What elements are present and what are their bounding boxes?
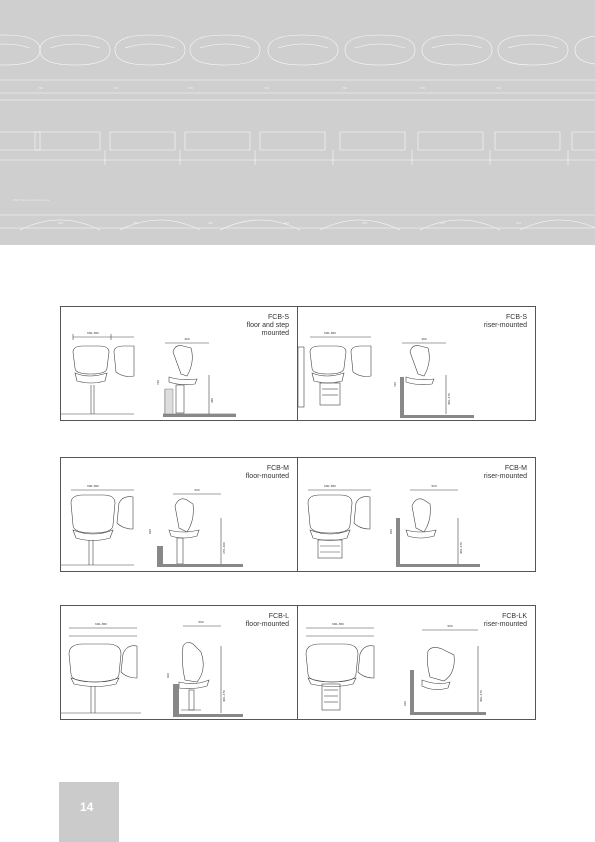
dim-depth: 560 [198,620,204,624]
product-label [246,465,289,481]
banner-dim-label: 700 [420,86,426,90]
banner-dim-label: 450 [440,221,446,225]
dim-height: 720 [156,379,160,385]
page-number-box [59,782,119,842]
product-desc-line: floor and step [246,322,289,329]
product-code: FCB-S [268,314,289,321]
product-panel-fcb-s-floor [61,307,298,420]
product-label [246,613,289,629]
banner-dim-label: 700 [342,86,348,90]
product-desc-line: riser-mounted [483,473,527,480]
product-panel-fcb-lk-riser [298,606,535,719]
product-code: FCB-M [504,465,527,472]
dim-seat: 400–470 [447,393,451,405]
product-desc-line: floor-mounted [245,473,289,480]
product-panel-fcb-l-floor [61,606,298,719]
product-code: FCB-LK [502,613,527,620]
product-desc-line: riser-mounted [483,322,527,329]
banner-dim-label: 450 [133,221,139,225]
product-desc-line: mounted [261,330,289,337]
product-code: FCB-L [268,613,289,620]
dim-depth: 460 [184,337,190,341]
dim-pitch: 600–650 [87,331,99,335]
banner-dim-label: 700 [496,86,502,90]
product-panel-fcb-m-riser [298,458,535,571]
product-panel-fcb-s-riser [298,307,535,420]
dim-seat: 400–470 [222,690,226,702]
product-label [484,314,527,330]
banner-dim-label: 700 [264,86,270,90]
dim-pitch: 600–650 [324,484,336,488]
product-desc-line: riser-mounted [483,621,527,628]
banner-dim-label: 450 [516,221,522,225]
product-label [484,465,527,481]
banner-dim-label: 450 [208,221,214,225]
dim-seat: 400–470 [479,690,483,702]
banner-dim-label: 700 [113,86,119,90]
dim-height: 720 [393,381,397,387]
product-row-3 [60,605,536,720]
dim-depth: 520 [194,488,200,492]
product-label [484,613,527,629]
dim-height: 910 [403,700,407,706]
product-code: FCB-M [266,465,289,472]
dim-depth: 560 [447,624,453,628]
banner-dim-label: 700 [188,86,194,90]
banner-caption: FMD Series | Dimensions [13,198,50,202]
banner-dim-label: 450 [284,221,290,225]
dim-depth: 460 [421,337,427,341]
dim-seat: 380 [210,397,214,403]
dim-height: 910 [166,672,170,678]
dim-pitch: 600–650 [95,622,107,626]
dim-height: 820 [148,528,152,534]
banner-dim-label: 450 [362,221,368,225]
dim-height: 820 [389,528,393,534]
dim-depth: 520 [431,484,437,488]
product-label [247,314,289,338]
dim-pitch: 600–650 [87,484,99,488]
dim-seat: 370–400 [222,542,226,554]
product-desc-line: floor-mounted [245,621,289,628]
dim-seat: 400–470 [459,542,463,554]
banner-dim-label: 700 [38,86,44,90]
page-number: 14 [80,800,94,814]
banner-drawing [0,0,595,245]
product-row-2 [60,457,536,572]
product-code: FCB-S [506,314,527,321]
dim-pitch: 600–650 [332,622,344,626]
header-banner [0,0,595,245]
product-panel-fcb-m-floor [61,458,298,571]
product-row-1 [60,306,536,421]
dim-pitch: 600–650 [324,331,336,335]
banner-dim-label: 450 [58,221,64,225]
